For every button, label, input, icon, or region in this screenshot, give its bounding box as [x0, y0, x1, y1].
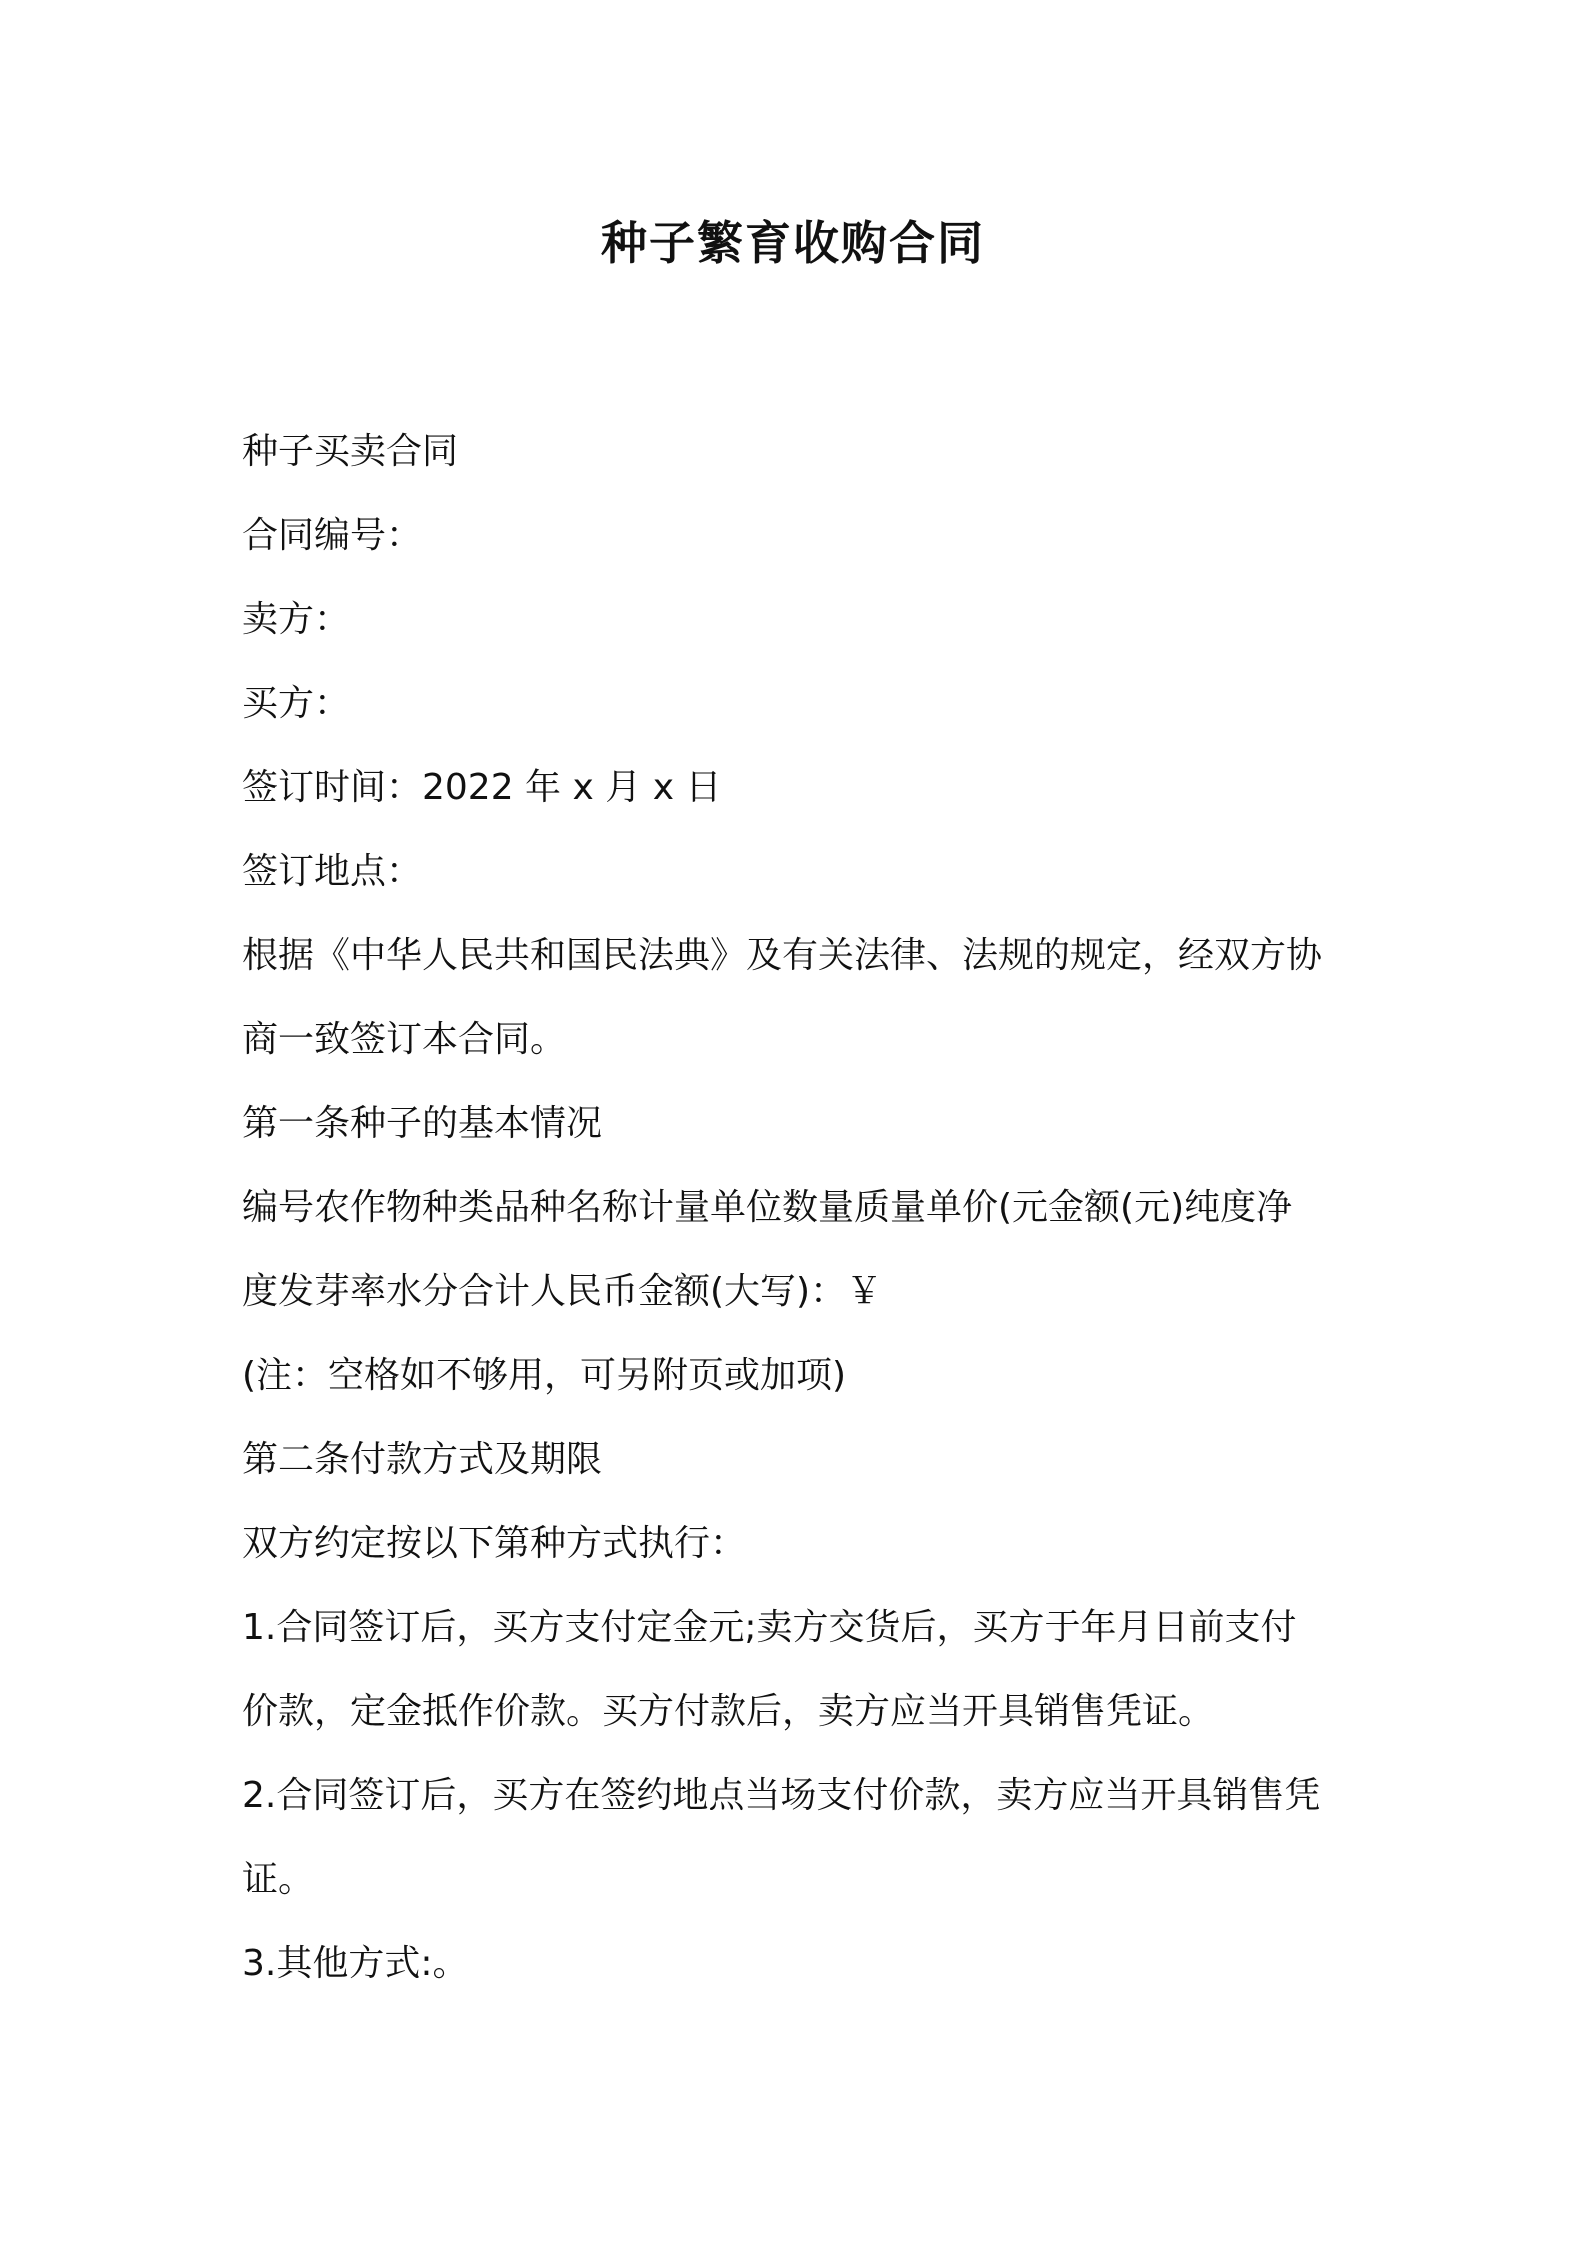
preamble-line-2: 商一致签订本合同。 — [242, 1019, 567, 1060]
contract-number-line: 合同编号： — [242, 515, 423, 556]
payment-option-1-line-1: 1.合同签订后，买方支付定金元;卖方交货后，买方于年月日前支付 — [242, 1607, 1297, 1648]
payment-option-1-line-2: 价款，定金抵作价款。买方付款后，卖方应当开具销售凭证。 — [242, 1691, 1215, 1732]
article-1-line-1: 编号农作物种类品种名称计量单位数量质量单价(元金额(元)纯度净 — [242, 1187, 1293, 1228]
document-body — [242, 410, 1362, 2006]
signing-place-line: 签订地点： — [242, 851, 423, 892]
contract-type-line: 种子买卖合同 — [242, 431, 459, 472]
signing-date-line: 签订时间：2022 年 x 月 x 日 — [242, 767, 722, 808]
article-1-heading: 第一条种子的基本情况 — [242, 1103, 603, 1144]
payment-option-2-line-1: 2.合同签订后，买方在签约地点当场支付价款，卖方应当开具销售凭 — [242, 1775, 1321, 1816]
article-1-note: (注：空格如不够用，可另附页或加项) — [242, 1355, 847, 1396]
payment-option-3: 3.其他方式:。 — [242, 1943, 469, 1984]
seller-line: 卖方： — [242, 599, 351, 640]
buyer-line: 买方： — [242, 683, 351, 724]
preamble-line-1: 根据《中华人民共和国民法典》及有关法律、法规的规定，经双方协 — [242, 935, 1323, 976]
article-2-heading: 第二条付款方式及期限 — [242, 1439, 603, 1480]
article-1-line-2: 度发芽率水分合计人民币金额(大写)：￥ — [242, 1271, 883, 1312]
document-title: 种子繁育收购合同 — [601, 216, 985, 270]
article-2-intro: 双方约定按以下第种方式执行： — [242, 1523, 747, 1564]
payment-option-2-line-2: 证。 — [242, 1859, 315, 1900]
